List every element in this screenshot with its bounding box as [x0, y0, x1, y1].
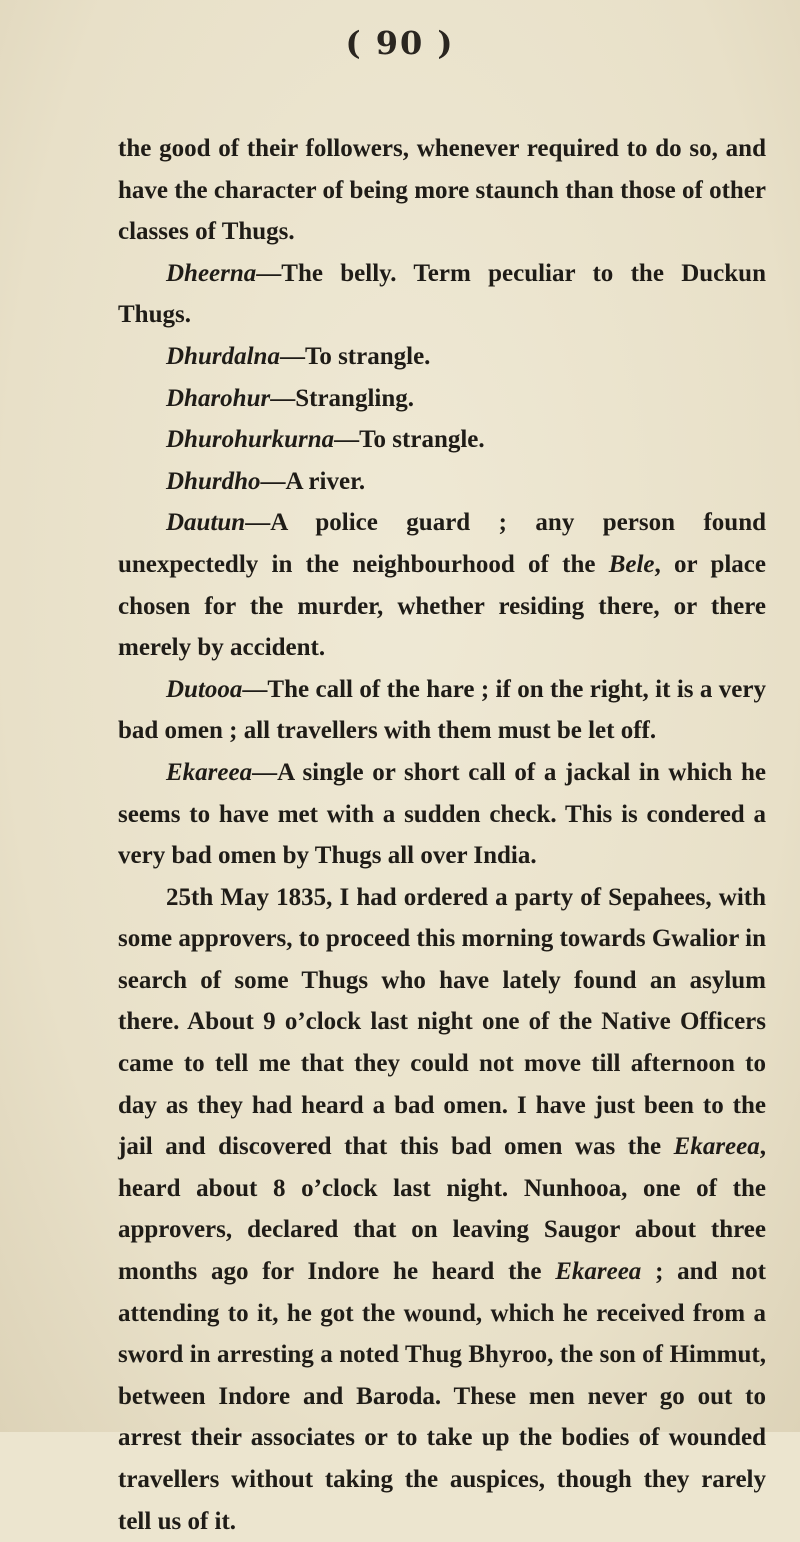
glossary-term: Ekareea [166, 758, 253, 786]
glossary-definition: —The call of the hare ; if on the right, it is a very bad omen ; all travellers with them must be let off. [118, 675, 766, 745]
body-text [118, 128, 766, 1542]
glossary-definition: —A police guard ; any person found unexpectedly in the neighbourhood of the [118, 509, 766, 578]
glossary-entry-dhurohurkurna [118, 419, 766, 461]
text-run: ; and not attending to it, he got the wound, which he received from a sword in arresting a noted Thug Bhyroo, the son of Himmut, between Indore and Baroda. These men never go out to arrest their associates or to take up the bodies of wounded travellers without taking the auspices, though they rarely tell us of it. [118, 1258, 766, 1535]
glossary-entry-dhurdho [118, 461, 766, 503]
glossary-definition-cont: , or place chosen for the murder, whether residing there, or there merely by accident. [118, 550, 766, 662]
glossary-definition: —A single or short call of a jackal in which he seems to have met with a sudden check. This is condered a very bad omen by Thugs all over India. [118, 758, 766, 870]
glossary-entry-dheerna [118, 253, 766, 336]
glossary-term: Dutooa [166, 675, 243, 703]
glossary-entry-dharohur [118, 378, 766, 420]
text-run: , heard about 8 o’clock last night. Nunhooa, one of the approvers, declared that on leaving Saugor about three months ago for Indore he heard the [118, 1133, 766, 1286]
glossary-term: Dhurdalna [166, 342, 280, 370]
glossary-term: Dhurohurkurna [166, 426, 335, 454]
paragraph-continuation [118, 128, 766, 253]
glossary-definition: —Strangling. [270, 384, 415, 412]
italic-word: Ekareea [673, 1133, 760, 1161]
glossary-entry-dhurdalna [118, 336, 766, 378]
glossary-entry-ekareea [118, 752, 766, 877]
glossary-definition: —To strangle. [279, 342, 431, 370]
italic-word: Ekareea [555, 1258, 642, 1286]
glossary-term: Dharohur [166, 384, 271, 412]
glossary-entry-dutooa [118, 669, 766, 752]
glossary-term: Dhurdho [166, 467, 261, 495]
text-run: 25th May 1835, I had ordered a party of Sepahees, with some approvers, to proceed this morning towards Gwalior in search of some Thugs who have lately found an asylum there. About 9 o’clock last night one of the Native Officers came to tell me that they could not move till afternoon to day as they had heard a bad omen. I have just been to the jail and discovered that this bad omen was the [118, 883, 766, 1161]
glossary-definition: —The belly. Term peculiar to the Duckun Thugs. [118, 259, 766, 329]
glossary-definition: —To strangle. [334, 426, 485, 454]
glossary-term: Dheerna [166, 259, 257, 287]
italic-word: Bele [608, 550, 655, 578]
page-number: ( 90 ) [345, 24, 455, 62]
glossary-entry-dautun [118, 502, 766, 668]
glossary-definition: —A river. [260, 467, 366, 495]
text-run: the good of their followers, whenever required to do so, and have the character of being more staunch than those of other classes of Thugs. [118, 135, 766, 246]
journal-entry-25-may-1835 [118, 877, 766, 1542]
glossary-term: Dautun [166, 509, 246, 537]
